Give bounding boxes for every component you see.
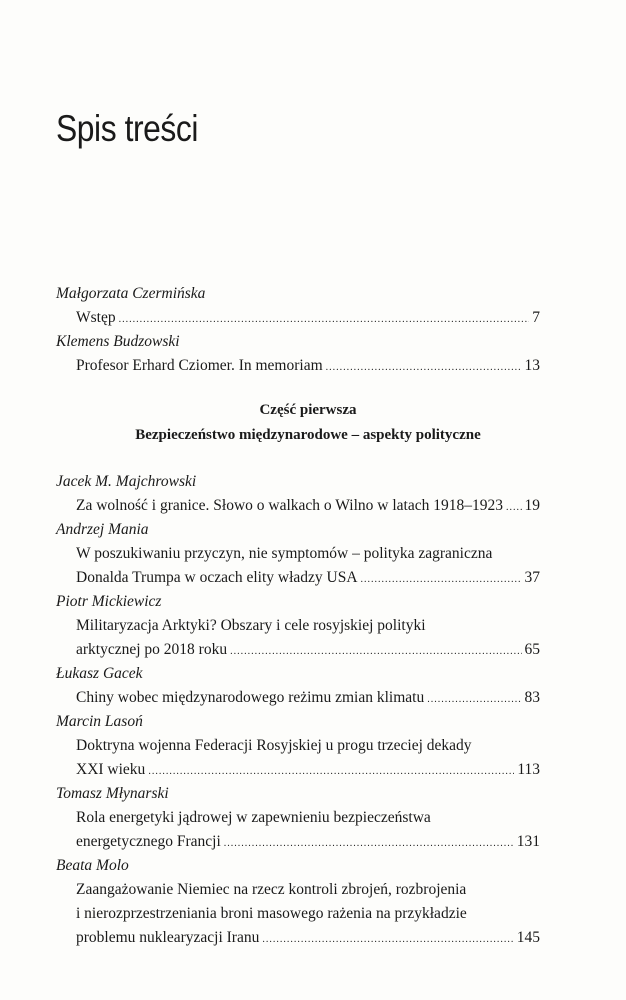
entry-title-block bbox=[56, 614, 540, 662]
page-number: 145 bbox=[516, 929, 540, 946]
entry-title-block bbox=[56, 878, 540, 950]
part-title: Część pierwsza bbox=[259, 402, 357, 418]
page-number: 7 bbox=[532, 309, 540, 326]
dot-leader bbox=[326, 356, 522, 380]
page-title: Spis treści bbox=[56, 108, 199, 149]
toc-entry bbox=[56, 710, 540, 782]
entry-title: problemu nuklearyzacji Iranu bbox=[76, 929, 260, 946]
page-number: 13 bbox=[524, 357, 540, 374]
entry-title-line: Zaangażowanie Niemiec na rzecz kontroli zbrojeń, rozbrojenia bbox=[76, 881, 467, 898]
entry-title-last-line bbox=[76, 494, 540, 518]
entry-author: Łukasz Gacek bbox=[56, 665, 143, 682]
entry-title-line: Rola energetyki jądrowej w zapewnieniu bezpieczeństwa bbox=[76, 809, 431, 826]
entry-author: Marcin Lasoń bbox=[56, 713, 143, 730]
page-number: 113 bbox=[517, 761, 540, 778]
entry-title-block bbox=[56, 806, 540, 854]
entry-title: Za wolność i granice. Słowo o walkach o Wilno w latach 1918–1923 bbox=[76, 497, 503, 514]
dot-leader bbox=[427, 688, 521, 712]
dot-leader bbox=[119, 308, 530, 332]
page-number: 131 bbox=[516, 833, 540, 850]
entry-title-block bbox=[56, 306, 540, 330]
entry-title-line: i nierozprzestrzeniania broni masowego rażenia na przykładzie bbox=[76, 905, 467, 922]
dot-leader bbox=[506, 496, 522, 520]
entry-title: Wstęp bbox=[76, 309, 116, 326]
entry-author: Jacek M. Majchrowski bbox=[56, 473, 197, 490]
entry-title-block bbox=[56, 354, 540, 378]
entry-title-line: Doktryna wojenna Federacji Rosyjskiej u progu trzeciej dekady bbox=[76, 737, 472, 754]
entry-title-last-line bbox=[76, 306, 540, 330]
entry-title: Chiny wobec międzynarodowego reżimu zmian klimatu bbox=[76, 689, 425, 706]
entry-author: Piotr Mickiewicz bbox=[56, 593, 162, 610]
entry-title: energetycznego Francji bbox=[76, 833, 221, 850]
entry-author: Klemens Budzowski bbox=[56, 333, 180, 350]
entry-title-last-line bbox=[76, 926, 540, 950]
entry-author: Małgorzata Czermińska bbox=[56, 285, 206, 302]
entry-author: Beata Molo bbox=[56, 857, 129, 874]
toc-entry bbox=[56, 782, 540, 854]
toc-entry bbox=[56, 590, 540, 662]
entry-title-last-line bbox=[76, 566, 540, 590]
dot-leader bbox=[148, 760, 514, 784]
part-heading bbox=[56, 398, 540, 448]
entry-title-block bbox=[56, 734, 540, 782]
page-number: 83 bbox=[524, 689, 540, 706]
entry-title: Profesor Erhard Cziomer. In memoriam bbox=[76, 357, 323, 374]
part-entries bbox=[56, 470, 540, 950]
toc-entry bbox=[56, 282, 540, 330]
entry-title-block bbox=[56, 542, 540, 590]
entry-title-line: Militaryzacja Arktyki? Obszary i cele rosyjskiej polityki bbox=[76, 617, 426, 634]
page-number: 65 bbox=[524, 641, 540, 658]
toc-entry bbox=[56, 518, 540, 590]
dot-leader bbox=[230, 640, 521, 664]
toc-entry bbox=[56, 330, 540, 378]
dot-leader bbox=[262, 928, 513, 952]
entry-title-last-line bbox=[76, 758, 540, 782]
entry-title-last-line bbox=[76, 638, 540, 662]
entry-title-last-line bbox=[76, 686, 540, 710]
table-of-contents bbox=[56, 282, 540, 950]
part-subtitle: Bezpieczeństwo międzynarodowe – aspekty polityczne bbox=[135, 427, 481, 443]
entry-title-block bbox=[56, 494, 540, 518]
entry-author: Andrzej Mania bbox=[56, 521, 149, 538]
entry-title-last-line bbox=[76, 830, 540, 854]
intro-entries bbox=[56, 282, 540, 378]
page-number: 19 bbox=[524, 497, 540, 514]
entry-title-block bbox=[56, 686, 540, 710]
entry-author: Tomasz Młynarski bbox=[56, 785, 169, 802]
toc-entry bbox=[56, 662, 540, 710]
page-number: 37 bbox=[524, 569, 540, 586]
toc-entry bbox=[56, 854, 540, 950]
dot-leader bbox=[361, 568, 522, 592]
entry-title-line: W poszukiwaniu przyczyn, nie symptomów – polityka zagraniczna bbox=[76, 545, 493, 562]
entry-title: XXI wieku bbox=[76, 761, 146, 778]
dot-leader bbox=[224, 832, 514, 856]
entry-title-last-line bbox=[76, 354, 540, 378]
toc-entry bbox=[56, 470, 540, 518]
entry-title: Donalda Trumpa w oczach elity władzy USA bbox=[76, 569, 358, 586]
entry-title: arktycznej po 2018 roku bbox=[76, 641, 228, 658]
